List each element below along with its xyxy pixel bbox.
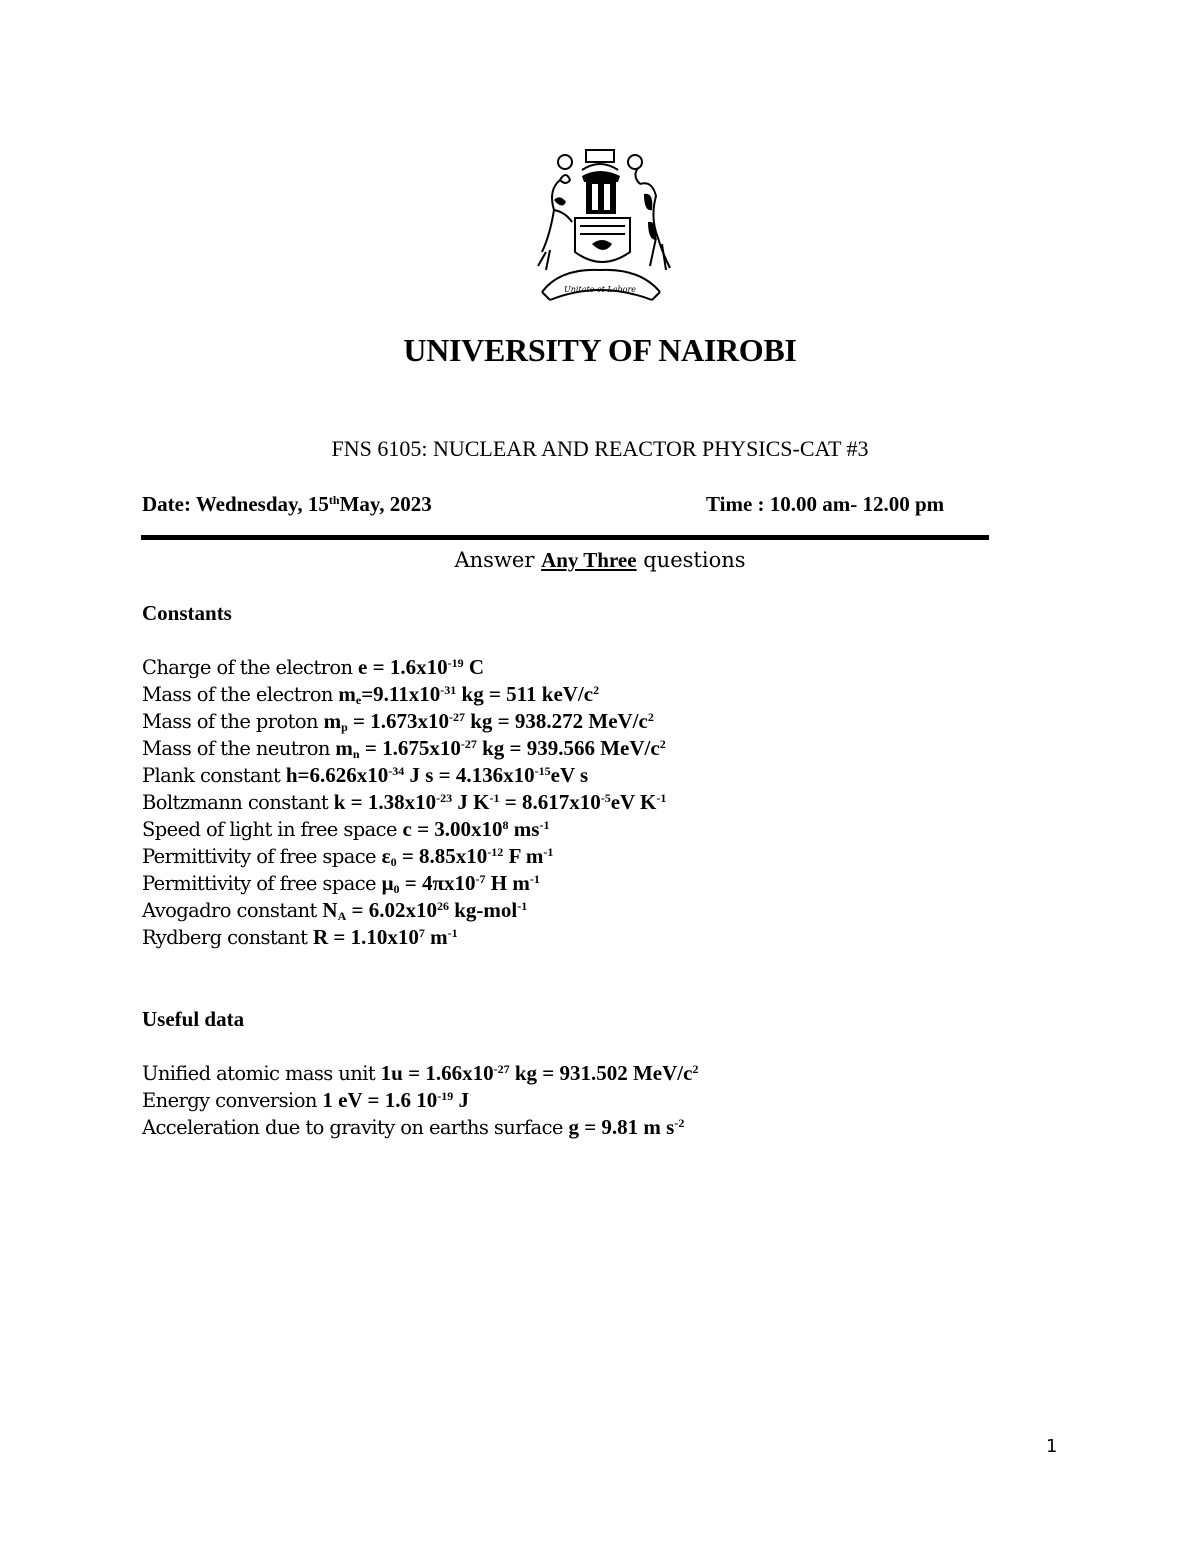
constant-label: Speed of light in free space	[142, 818, 403, 841]
useful-data-label: Unified atomic mass unit	[142, 1062, 381, 1085]
constant-value-part: = 8.85x10	[396, 844, 488, 868]
constant-value-part: = 8.617x10	[499, 790, 601, 814]
constant-row	[142, 843, 666, 870]
useful-data-value	[381, 1061, 699, 1085]
useful-data-row	[142, 1060, 698, 1087]
constant-value-part: kg = 938.272 MeV/c	[464, 709, 648, 733]
constant-value-part: -27	[460, 737, 477, 751]
constant-value	[286, 763, 588, 787]
constant-value	[334, 790, 667, 814]
useful-data-value	[568, 1115, 684, 1139]
constant-value-part: R = 1.10x10	[312, 925, 419, 949]
instructions	[0, 548, 1200, 573]
constant-value	[322, 898, 527, 922]
constant-value-part: ms	[508, 817, 540, 841]
constant-value-part: -7	[475, 872, 486, 886]
useful-data-row	[142, 1087, 698, 1114]
constant-value-part: -1	[543, 845, 554, 859]
constant-label: Mass of the electron	[142, 683, 339, 706]
constant-value	[382, 844, 554, 868]
constant-row	[142, 789, 666, 816]
constant-row	[142, 681, 666, 708]
constant-value-part: e	[355, 693, 362, 707]
constant-value-part: F m	[503, 844, 544, 868]
constant-value-part: m	[424, 925, 448, 949]
constant-value-part: p	[341, 720, 348, 734]
useful-data-value-part: -2	[674, 1116, 685, 1130]
constant-value-part: -19	[447, 656, 464, 670]
constant-value-part: m	[335, 736, 353, 760]
constant-value-part: -31	[440, 683, 457, 697]
constant-row	[142, 735, 666, 762]
useful-data-row	[142, 1114, 698, 1141]
constant-value-part: -1	[539, 818, 550, 832]
constant-value-part: J K	[452, 790, 490, 814]
header-divider	[141, 535, 989, 540]
date-ordinal: th	[328, 493, 340, 507]
constant-value-part: -23	[436, 791, 453, 805]
constant-value-part: H m	[485, 871, 530, 895]
constant-value-part: -15	[534, 764, 551, 778]
useful-data-label: Energy conversion	[142, 1089, 323, 1112]
useful-data-value-part: -19	[437, 1089, 454, 1103]
constant-value-part: kg = 939.566 MeV/c	[476, 736, 660, 760]
constant-label: Plank constant	[142, 764, 286, 787]
constant-value-part: eV s	[550, 763, 589, 787]
constant-value-part: J s = 4.136x10	[404, 763, 535, 787]
constant-value-part: =9.11x10	[361, 682, 441, 706]
constant-value-part: 0	[390, 855, 397, 869]
constant-label: Boltzmann constant	[142, 791, 334, 814]
constant-value-part: eV K	[610, 790, 657, 814]
constant-label: Rydberg constant	[142, 926, 313, 949]
constant-value	[382, 871, 540, 895]
constant-value-part: N	[322, 898, 338, 922]
constant-value-part: ε	[381, 844, 391, 868]
university-title: UNIVERSITY OF NAIROBI	[403, 332, 797, 368]
constant-value-part: = 1.673x10	[347, 709, 449, 733]
instructions-after: questions	[636, 548, 746, 572]
constant-value-part: = 6.02x10	[346, 898, 437, 922]
course-title: FNS 6105: NUCLEAR AND REACTOR PHYSICS-CAT #3	[331, 436, 869, 461]
constant-label: Permittivity of free space	[142, 872, 382, 895]
constant-value-part: -1	[447, 926, 458, 940]
constant-value-part: n	[352, 747, 360, 761]
useful-data-value-part: 1u = 1.66x10	[380, 1061, 494, 1085]
constant-row	[142, 762, 666, 789]
constant-value-part: m	[338, 682, 356, 706]
date-prefix: Date: Wednesday, 15	[142, 492, 329, 516]
constant-value-part: k = 1.38x10	[333, 790, 437, 814]
constant-value-part: x10	[444, 871, 476, 895]
instructions-before: Answer	[454, 548, 542, 572]
constant-value-part: = 4π	[399, 871, 444, 895]
constant-value-part: -12	[487, 845, 504, 859]
constant-value-part: -1	[489, 791, 500, 805]
constant-row	[142, 897, 666, 924]
constant-value-part: 8	[502, 818, 509, 832]
useful-data-value-part: -27	[493, 1062, 510, 1076]
useful-data-list	[142, 1060, 698, 1141]
constant-label: Avogadro constant	[142, 899, 323, 922]
constant-value-part: m	[323, 709, 342, 733]
date-suffix: May, 2023	[339, 492, 432, 516]
useful-data-label: Acceleration due to gravity on earths surface	[142, 1116, 569, 1139]
constant-value	[338, 682, 599, 706]
constant-label: Permittivity of free space	[142, 845, 382, 868]
constant-row	[142, 924, 666, 951]
constant-value-part: A	[337, 909, 347, 923]
constant-value-part: C	[463, 655, 484, 679]
useful-data-value	[322, 1088, 469, 1112]
constant-value-part: 2	[647, 710, 654, 724]
constant-value-part: 2	[659, 737, 666, 751]
constant-value-part: -27	[448, 710, 465, 724]
university-crest-logo	[520, 140, 680, 305]
exam-time: Time : 10.00 am- 12.00 pm	[706, 492, 945, 516]
constant-value-part: h=6.626x10	[285, 763, 389, 787]
constant-row	[142, 870, 666, 897]
constant-value-part: kg-mol	[448, 898, 518, 922]
constant-value	[335, 736, 665, 760]
constant-value	[403, 817, 550, 841]
constant-value	[324, 709, 654, 733]
constant-value	[313, 925, 458, 949]
constant-label: Mass of the neutron	[142, 737, 336, 760]
constants-heading: Constants	[142, 601, 232, 625]
constant-value-part: kg = 511 keV/c	[456, 682, 594, 706]
useful-data-value-part: kg = 931.502 MeV/c	[509, 1061, 693, 1085]
constant-value-part: 2	[593, 683, 600, 697]
constant-value-part: -34	[388, 764, 405, 778]
constant-value-part: 0	[393, 882, 400, 896]
constant-value-part: -1	[529, 872, 540, 886]
constant-value-part: μ	[381, 871, 394, 895]
constant-value-part: 7	[418, 926, 425, 940]
constant-value-part: -1	[517, 899, 528, 913]
constant-label: Charge of the electron	[142, 656, 359, 679]
exam-date	[142, 492, 432, 517]
useful-data-value-part: 2	[692, 1062, 699, 1076]
useful-data-value-part: 1 eV = 1.6 10	[322, 1088, 438, 1112]
page-number: 1	[1046, 1436, 1058, 1457]
constants-list	[142, 654, 666, 951]
constant-value	[358, 655, 484, 679]
constant-row	[142, 654, 666, 681]
constant-row	[142, 708, 666, 735]
constant-value-part: = 1.675x10	[359, 736, 461, 760]
constant-value-part: e = 1.6x10	[358, 655, 448, 679]
constant-value-part: c = 3.00x10	[402, 817, 503, 841]
constant-value-part: -5	[600, 791, 611, 805]
useful-data-value-part: J	[453, 1088, 469, 1112]
useful-data-heading: Useful data	[142, 1007, 245, 1031]
constant-value-part: 26	[436, 899, 449, 913]
constant-label: Mass of the proton	[142, 710, 324, 733]
instructions-emphasis: Any Three	[541, 548, 637, 572]
useful-data-value-part: g = 9.81 m s	[568, 1115, 675, 1139]
constant-value-part: -1	[656, 791, 667, 805]
svg-text:Unitate et Labore: Unitate et Labore	[564, 285, 636, 294]
constant-row	[142, 816, 666, 843]
